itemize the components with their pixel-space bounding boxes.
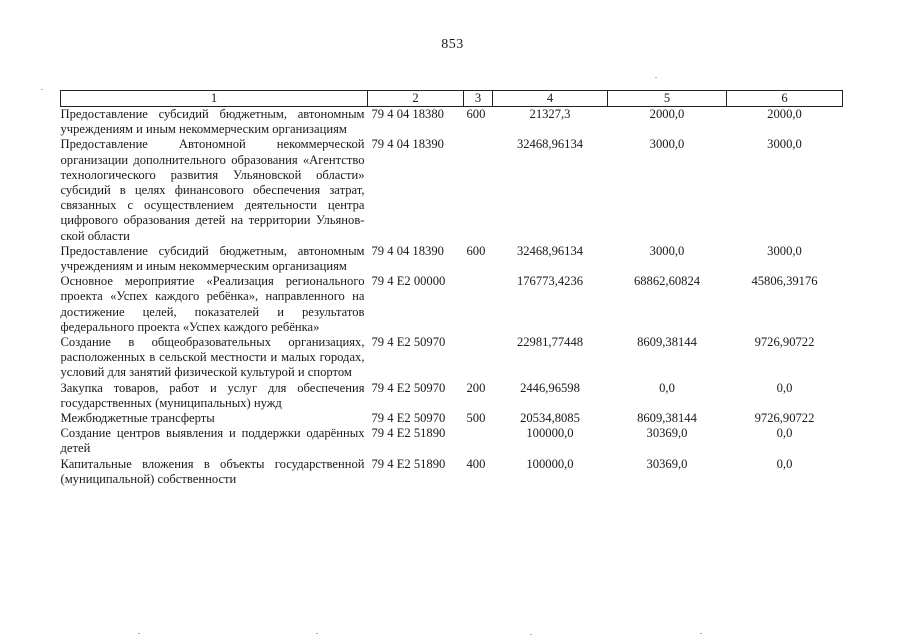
- row-value-col5: 30369,0: [646, 426, 688, 441]
- table-row: [61, 244, 843, 274]
- row-value-col4: 20534,8085: [520, 411, 580, 426]
- row-value-col5: 3000,0: [649, 243, 685, 258]
- scan-speck: [316, 633, 318, 634]
- table-row: [61, 381, 843, 411]
- row-code: 79 4 E2 00000: [371, 274, 446, 289]
- row-value-col6: 2000,0: [767, 107, 802, 121]
- col-header-4: 4: [493, 91, 608, 107]
- page-number: 853: [441, 37, 464, 52]
- row-name: Предоставление Автономной некоммерческой организации дополнительного образования «Агентство технологического развития Ульяновской области» субсидий в целях финансового обеспечения затрат, связанных с осуществлением деятельности центра цифрового образования детей на территории Ульяновской области: [60, 137, 365, 243]
- row-name: Предоставление субсидий бюджетным, автономным учреждениям и иным некоммерческим организациям: [60, 243, 365, 274]
- table-header: [61, 91, 843, 107]
- row-value-col5: 68862,60824: [633, 274, 701, 289]
- table-row: [61, 426, 843, 456]
- table-row: [61, 137, 843, 243]
- scan-speck: [530, 634, 532, 635]
- row-expense-type: [464, 426, 493, 456]
- col-header-2: 2: [368, 91, 464, 107]
- scan-speck: [700, 633, 702, 634]
- row-code: 79 4 04 18390: [371, 137, 444, 152]
- row-value-col6: 0,0: [776, 456, 793, 471]
- row-value-col4: 100000,0: [526, 456, 574, 471]
- row-code: 79 4 E2 50970: [371, 411, 446, 426]
- row-value-col5: 0,0: [659, 380, 675, 395]
- col-header-6: 6: [727, 91, 843, 107]
- row-name: Закупка товаров, работ и услуг для обеспечения государственных (муниципальных) нужд: [60, 380, 365, 410]
- table-row: [61, 411, 843, 426]
- row-name: Создание центров выявления и поддержки одарённых детей: [60, 426, 365, 456]
- scan-speck: [655, 77, 657, 78]
- row-expense-type: [464, 335, 493, 381]
- row-expense-type: [464, 274, 493, 335]
- row-value-col4: 32468,96134: [516, 137, 584, 152]
- row-code: 79 4 E2 50970: [371, 335, 446, 350]
- row-value-col4: 2446,96598: [520, 380, 580, 395]
- header-row: [61, 91, 843, 107]
- row-value-col4: 100000,0: [526, 426, 574, 441]
- row-value-col6: 0,0: [776, 380, 793, 395]
- scan-speck: [138, 633, 140, 634]
- row-expense-type: 600: [466, 107, 486, 121]
- row-value-col5: 30369,0: [646, 456, 688, 471]
- row-code: 79 4 E2 51890: [371, 426, 446, 441]
- row-expense-type: 600: [466, 243, 486, 258]
- row-code: 79 4 E2 50970: [371, 380, 446, 395]
- row-value-col4: 32468,96134: [516, 243, 584, 258]
- row-value-col6: 3000,0: [767, 243, 802, 258]
- row-value-col6: 9726,90722: [754, 411, 815, 426]
- col-header-1: 1: [61, 91, 368, 107]
- table-body: [61, 107, 843, 488]
- row-name: Основное мероприятие «Реализация регионального проекта «Успех каждого ребёнка», направленного на достижение целей, показателей и результатов федерального проекта «Успех каждого ребёнка»: [60, 274, 365, 334]
- row-value-col5: 8609,38144: [637, 335, 697, 350]
- col-header-3: 3: [464, 91, 493, 107]
- row-code: 79 4 04 18380: [371, 107, 444, 121]
- row-expense-type: [464, 137, 493, 243]
- row-value-col5: 2000,0: [649, 107, 685, 121]
- row-value-col6: 9726,90722: [754, 335, 815, 350]
- row-code: 79 4 04 18390: [371, 243, 444, 258]
- row-value-col6: 45806,39176: [751, 274, 818, 289]
- row-code: 79 4 E2 51890: [371, 456, 446, 471]
- table-row: [61, 107, 843, 138]
- table-row: [61, 274, 843, 335]
- budget-table: [60, 90, 843, 487]
- row-value-col4: 22981,77448: [516, 335, 584, 350]
- scan-speck: [41, 89, 43, 90]
- row-value-col6: 3000,0: [767, 137, 802, 152]
- row-name: Предоставление субсидий бюджетным, автономным учреждениям и иным некоммерческим организациям: [60, 107, 365, 137]
- row-expense-type: 200: [466, 380, 486, 395]
- row-name: Создание в общеобразовательных организациях, расположенных в сельской местности и малых городах, условий для занятий физической культурой и спортом: [60, 335, 365, 380]
- row-expense-type: 500: [466, 411, 486, 426]
- row-value-col5: 8609,38144: [637, 411, 697, 426]
- row-value-col4: 21327,3: [529, 107, 571, 121]
- table-row: [61, 335, 843, 381]
- row-value-col4: 176773,4236: [516, 274, 584, 289]
- row-value-col5: 3000,0: [649, 137, 685, 152]
- table-row: [61, 457, 843, 487]
- row-name: Межбюджетные трансферты: [60, 411, 215, 426]
- row-name: Капитальные вложения в объекты государственной (муниципальной) собственности: [60, 456, 365, 486]
- row-expense-type: 400: [466, 456, 486, 471]
- col-header-5: 5: [608, 91, 727, 107]
- row-value-col6: 0,0: [776, 426, 793, 441]
